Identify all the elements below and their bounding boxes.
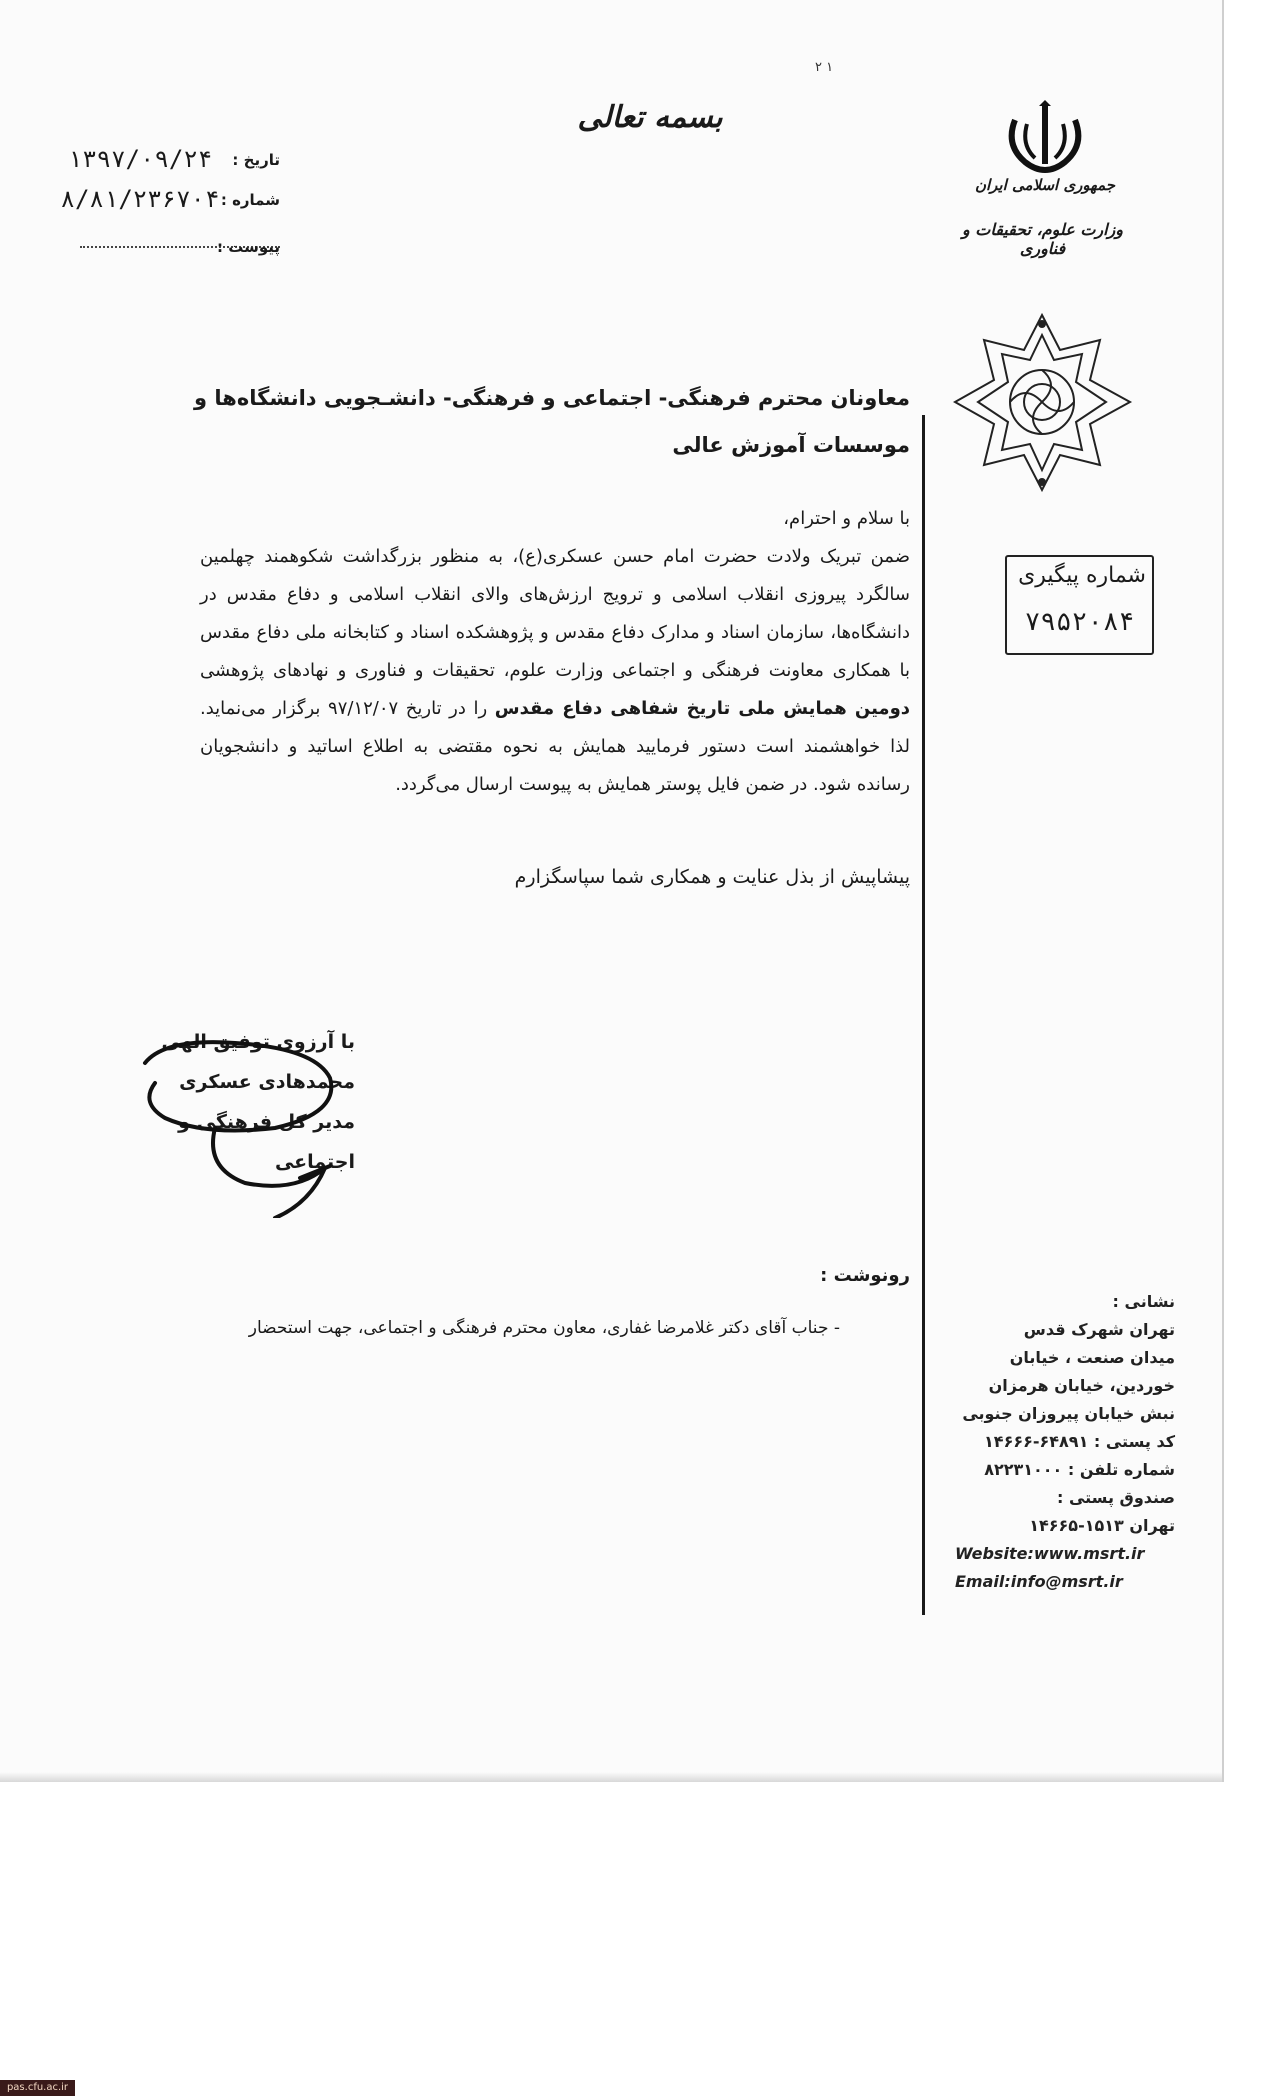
address-line-1: تهران شهرک قدس bbox=[1023, 1320, 1175, 1339]
website-link[interactable]: Website:www.msrt.ir bbox=[955, 1544, 1145, 1563]
number-label: شماره : bbox=[220, 191, 280, 209]
phone-number: شماره تلفن : ۸۲۲۳۱۰۰۰ bbox=[984, 1460, 1175, 1479]
date-value: ۱۳۹۷/۰۹/۲۴ bbox=[67, 145, 213, 173]
cc-item: - جناب آقای دکتر غلامرضا غفاری، معاون محترم فرهنگی و اجتماعی، جهت استحضار bbox=[248, 1318, 840, 1338]
scan-edge bbox=[0, 1772, 1222, 1782]
address-line-3: خوردین، خیابان هرمزان bbox=[988, 1376, 1175, 1395]
attachment-row bbox=[60, 232, 280, 262]
letter-body-part2: را در تاریخ ۹۷/۱۲/۰۷ برگزار می‌نماید. لذا خواهشمند است دستور فرمایید همایش به نحوه مقتضی به اطلاع اساتید و دانشجویان رسانده شود. در ضمن فایل پوستر همایش به پیوست ارسال می‌گردد. bbox=[200, 698, 910, 795]
date-row bbox=[60, 145, 280, 175]
letter-greeting: با سلام و احترام، bbox=[783, 508, 910, 529]
address-line-2: میدان صنعت ، خیابان bbox=[1009, 1348, 1175, 1367]
tracking-label: شماره پیگیری bbox=[1018, 563, 1146, 588]
postal-code: کد پستی : ۶۴۸۹۱-۱۴۶۶۶ bbox=[984, 1432, 1175, 1451]
address-title: نشانی : bbox=[1112, 1292, 1175, 1311]
iran-emblem-icon bbox=[1005, 100, 1085, 175]
signer-name: محمدهادی عسکری bbox=[179, 1071, 355, 1093]
number-value: ۸/۸۱/۲۳۶۷۰۴ bbox=[60, 185, 220, 213]
letter-recipient: معاونان محترم فرهنگی- اجتماعی و فرهنگی- دانشـجویی دانشگاه‌ها و موسسات آموزش عالی bbox=[194, 386, 910, 457]
address-block bbox=[955, 1288, 1175, 1596]
tracking-stamp bbox=[1005, 555, 1154, 655]
watermark-logo: pas.cfu.ac.ir bbox=[0, 2080, 75, 2096]
address-line-4: نبش خیابان پیروزان جنوبی bbox=[962, 1404, 1175, 1423]
basmala: بسمه تعالی bbox=[577, 100, 723, 135]
pobox-value: تهران ۱۵۱۳-۱۴۶۶۵ bbox=[1029, 1516, 1175, 1535]
email-link[interactable]: Email:info@msrt.ir bbox=[955, 1572, 1123, 1591]
page-mark: ۲ ۱ bbox=[815, 60, 834, 75]
handwritten-signature-icon bbox=[125, 1018, 350, 1218]
signature-wish: با آرزوی توفیق الهی bbox=[161, 1031, 355, 1053]
ministry-name: وزارت علوم، تحقیقات و فناوری bbox=[961, 220, 1124, 258]
attachment-label: پیوست : bbox=[216, 238, 280, 256]
letter-body-highlight: دومین همایش ملی تاریخ شفاهی دفاع مقدس bbox=[494, 698, 910, 719]
number-row bbox=[60, 185, 280, 215]
letter-closing: پیشاپیش از بذل عنایت و همکاری شما سپاسگزارم bbox=[514, 866, 910, 888]
government-name: جمهوری اسلامی ایران bbox=[974, 176, 1116, 194]
cc-title: رونوشت : bbox=[820, 1265, 910, 1286]
signer-title: مدیر کل فرهنگی و اجتماعی bbox=[178, 1111, 355, 1173]
date-label: تاریخ : bbox=[232, 151, 280, 169]
tracking-number: ۷۹۵۲۰۸۴ bbox=[1024, 607, 1135, 637]
vertical-divider bbox=[922, 415, 925, 1615]
pobox-title: صندوق پستی : bbox=[1056, 1488, 1175, 1507]
ornament-logo-icon bbox=[950, 310, 1135, 495]
letter-body-part1: ضمن تبریک ولادت حضرت امام حسن عسکری(ع)، به منظور بزرگداشت شکوهمند چهلمین سالگرد پیروزی انقلاب اسلامی و ترویج ارزش‌های والای انقلاب اسلامی و دفاع مقدس در دانشگاه‌ها، سازمان اسناد و مدارک دفاع مقدس و پژوهشکده اسناد و کتابخانه ملی دفاع مقدس با همکاری معاونت فرهنگی و اجتماعی وزارت علوم، تحقیقات و فناوری و نهادهای پژوهشی bbox=[200, 546, 910, 681]
letter-body bbox=[200, 500, 910, 804]
